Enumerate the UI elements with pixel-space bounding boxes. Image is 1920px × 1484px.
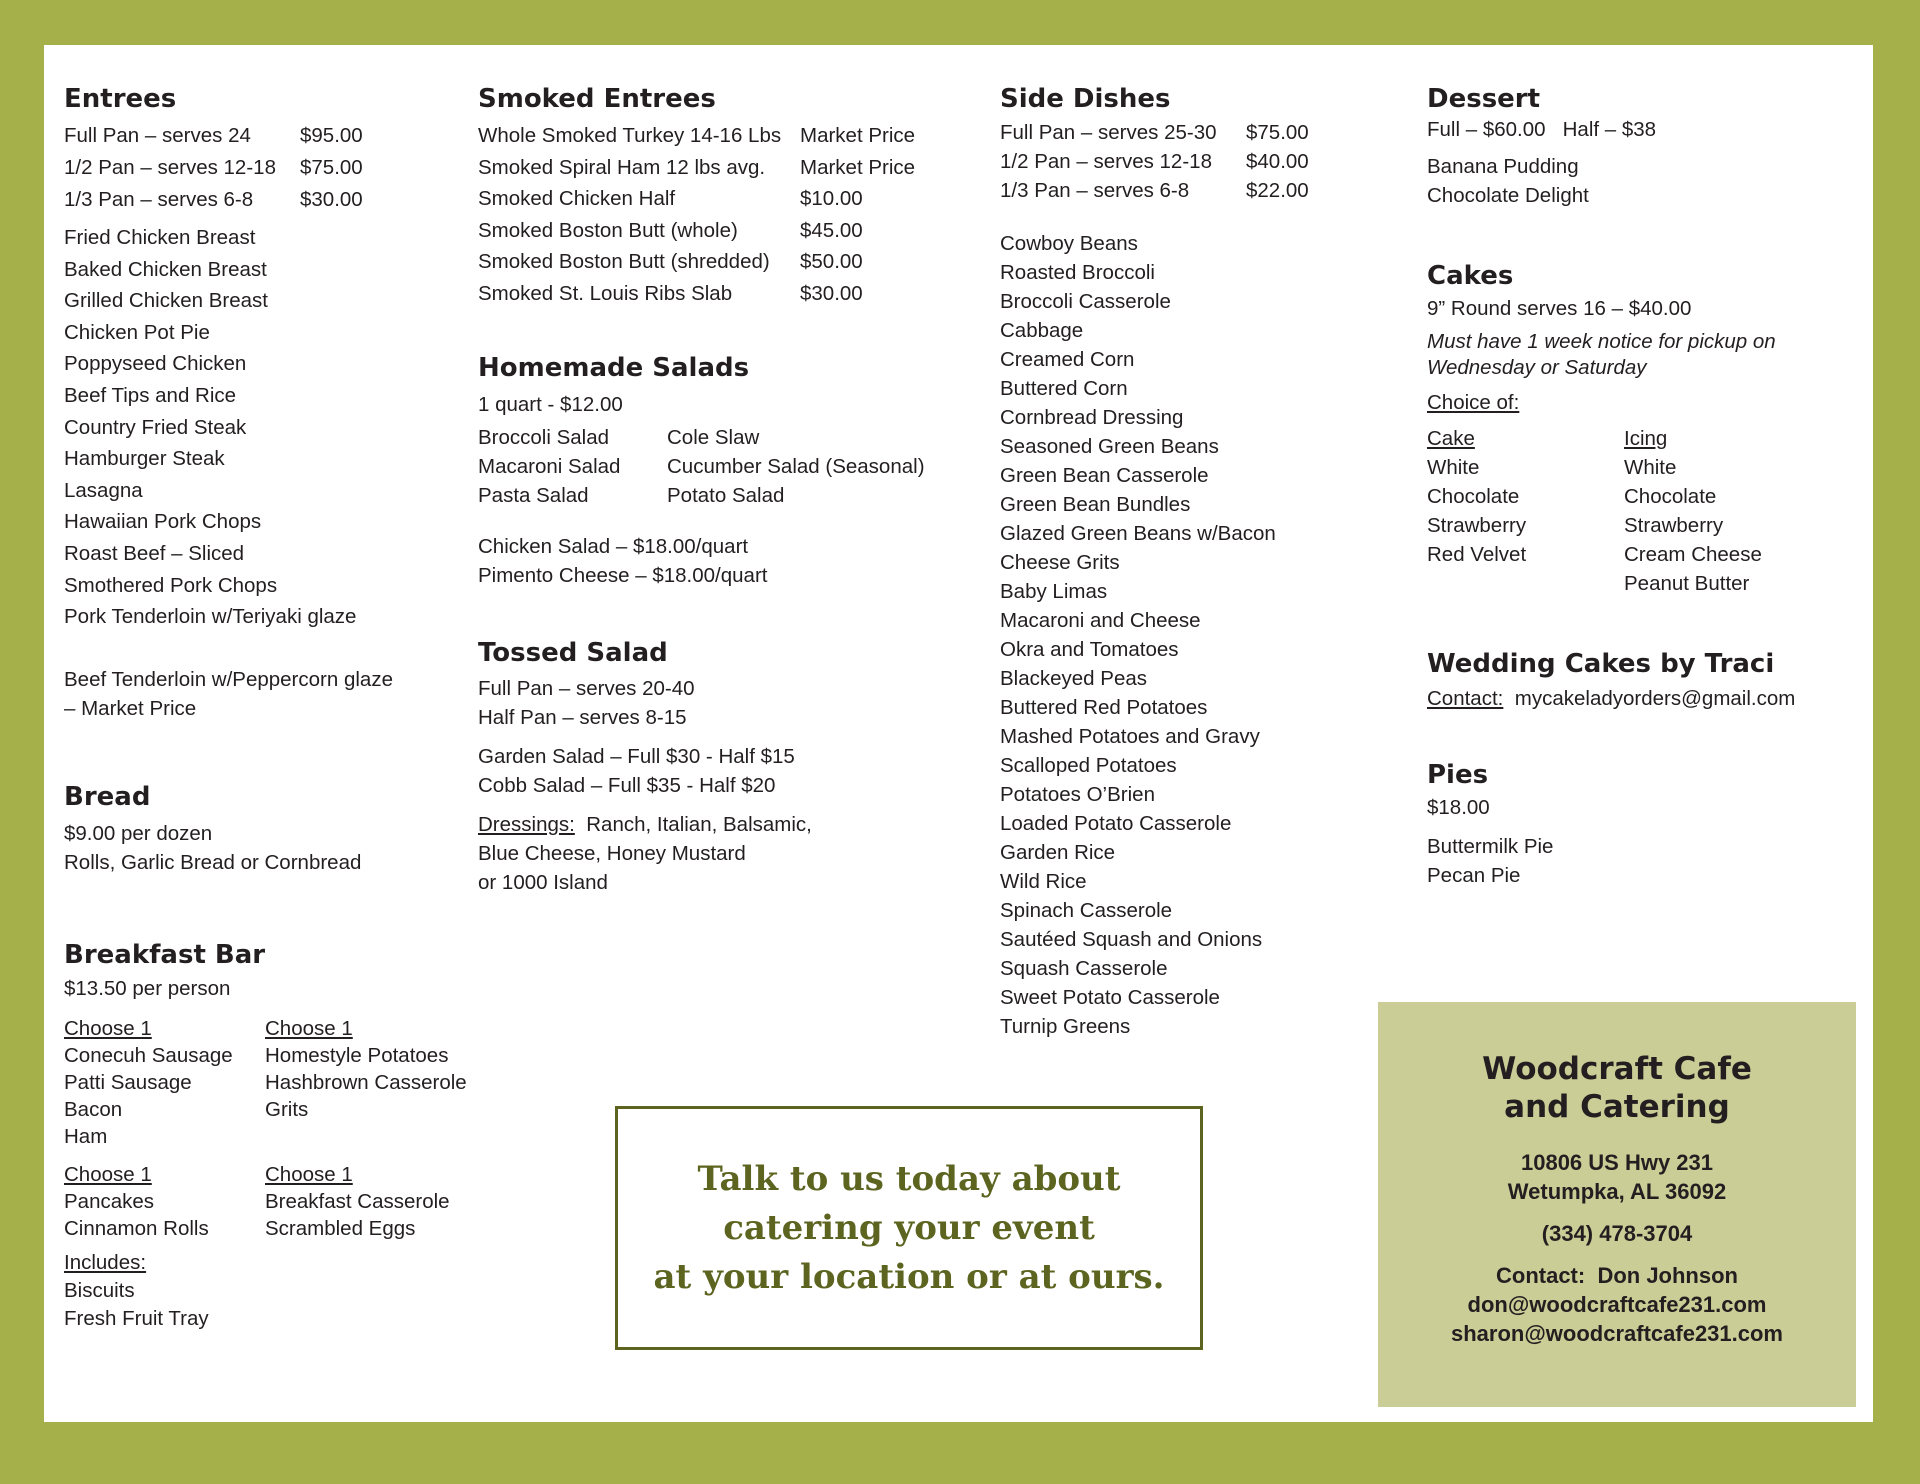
smoked-item-label: Smoked St. Louis Ribs Slab bbox=[478, 281, 733, 305]
list-item: Squash Casserole bbox=[1000, 957, 1168, 980]
list-item: Hawaiian Pork Chops bbox=[64, 510, 262, 534]
business-name-line: and Catering bbox=[1504, 1089, 1730, 1125]
smoked-title: Smoked Entrees bbox=[478, 84, 716, 114]
entrees-item-list bbox=[64, 222, 393, 633]
dessert-price: Full – $60.00 Half – $38 bbox=[1427, 118, 1657, 141]
list-item: Pasta Salad bbox=[478, 484, 589, 507]
smoked-item-label: Smoked Chicken Half bbox=[478, 187, 676, 210]
breakfast-group bbox=[64, 1015, 265, 1150]
list-item: Baked Chicken Breast bbox=[64, 257, 267, 281]
tossed-options bbox=[478, 742, 812, 800]
contact-email[interactable]: don@woodcraftcafe231.com bbox=[1467, 1292, 1767, 1317]
list-item: Red Velvet bbox=[1427, 543, 1527, 566]
dessert-section bbox=[1427, 83, 1656, 210]
list-item: Conecuh Sausage bbox=[64, 1044, 233, 1067]
breakfast-group bbox=[64, 1161, 265, 1242]
list-item: Smothered Pork Chops bbox=[64, 573, 278, 597]
cakes-choice: Choice of: bbox=[1427, 391, 1520, 414]
list-item: Buttermilk Pie bbox=[1427, 835, 1554, 858]
cakes-price: 9” Round serves 16 – $40.00 bbox=[1427, 297, 1692, 320]
dressings-line: Blue Cheese, Honey Mustard bbox=[478, 842, 746, 865]
group-header: Choose 1 bbox=[265, 1017, 353, 1040]
list-item: Peanut Butter bbox=[1624, 572, 1750, 595]
cta-line: at your location or at ours. bbox=[653, 1256, 1165, 1297]
smoked-section bbox=[478, 83, 915, 309]
breakfast-title: Breakfast Bar bbox=[64, 940, 266, 970]
tossed-dressings bbox=[478, 810, 812, 897]
cake-header: Cake bbox=[1427, 427, 1475, 450]
list-item: Potato Salad bbox=[667, 484, 785, 507]
list-item: Macaroni and Cheese bbox=[1000, 609, 1201, 632]
smoked-item-price: Market Price bbox=[800, 124, 916, 147]
list-item: Cobb Salad – Full $35 - Half $20 bbox=[478, 774, 776, 797]
contact-info-box bbox=[1378, 1002, 1856, 1407]
bread-section bbox=[64, 781, 361, 877]
business-phone[interactable]: (334) 478-3704 bbox=[1541, 1221, 1693, 1246]
list-item: Biscuits bbox=[64, 1279, 135, 1302]
icing-list bbox=[1624, 424, 1762, 598]
business-address bbox=[1378, 1148, 1856, 1206]
cta-line: catering your event bbox=[723, 1207, 1095, 1248]
cta-box bbox=[615, 1106, 1203, 1350]
contact-label: Contact: bbox=[1427, 687, 1504, 710]
list-item: Roasted Broccoli bbox=[1000, 261, 1155, 284]
entrees-price-value: $95.00 bbox=[300, 124, 363, 147]
dressings-label: Dressings: bbox=[478, 813, 575, 836]
list-item: Garden Salad – Full $30 - Half $15 bbox=[478, 745, 795, 768]
smoked-item-label: Smoked Spiral Ham 12 lbs avg. bbox=[478, 155, 766, 179]
salads-extra bbox=[478, 532, 925, 590]
list-item: Country Fried Steak bbox=[64, 415, 247, 439]
dessert-item-list bbox=[1427, 152, 1656, 210]
breakfast-group bbox=[265, 1161, 450, 1242]
dressings-text: Ranch, Italian, Balsamic, bbox=[586, 813, 812, 836]
list-item: Chocolate bbox=[1427, 485, 1520, 508]
group-header: Choose 1 bbox=[64, 1163, 152, 1186]
smoked-item-label: Smoked Boston Butt (shredded) bbox=[478, 250, 770, 273]
list-item: Blackeyed Peas bbox=[1000, 667, 1148, 690]
pies-price: $18.00 bbox=[1427, 796, 1490, 819]
entrees-special bbox=[64, 665, 393, 723]
list-item: Potatoes O’Brien bbox=[1000, 783, 1155, 806]
bread-price: $9.00 per dozen bbox=[64, 822, 213, 845]
list-item: Mashed Potatoes and Gravy bbox=[1000, 725, 1260, 748]
sides-price-label: 1/3 Pan – serves 6-8 bbox=[1000, 179, 1190, 202]
group-header: Choose 1 bbox=[64, 1017, 152, 1040]
list-item: Green Bean Casserole bbox=[1000, 464, 1209, 487]
breakfast-groups-row2 bbox=[64, 1161, 467, 1242]
list-item: Cowboy Beans bbox=[1000, 232, 1138, 255]
list-item: Poppyseed Chicken bbox=[64, 352, 247, 376]
dessert-title: Dessert bbox=[1427, 84, 1541, 114]
list-item: Spinach Casserole bbox=[1000, 899, 1173, 922]
list-item: Bacon bbox=[64, 1098, 123, 1121]
list-item: Broccoli Casserole bbox=[1000, 290, 1171, 313]
contact-name: Contact: Don Johnson bbox=[1496, 1263, 1738, 1288]
list-item: Pancakes bbox=[64, 1190, 155, 1213]
list-item: Chocolate bbox=[1624, 485, 1717, 508]
sides-title: Side Dishes bbox=[1000, 84, 1171, 114]
breakfast-groups-row1 bbox=[64, 1015, 467, 1150]
entrees-section bbox=[64, 83, 393, 723]
address-line: 10806 US Hwy 231 bbox=[1520, 1150, 1714, 1175]
wedding-contact bbox=[1427, 684, 1795, 713]
list-item: Garden Rice bbox=[1000, 841, 1116, 864]
list-item: White bbox=[1624, 456, 1677, 479]
list-item: Hamburger Steak bbox=[64, 447, 225, 471]
sides-price-label: Full Pan – serves 25-30 bbox=[1000, 121, 1217, 144]
pies-section bbox=[1427, 759, 1553, 890]
list-item: Cucumber Salad (Seasonal) bbox=[667, 455, 925, 478]
list-item: Baby Limas bbox=[1000, 580, 1108, 603]
smoked-item-price: $30.00 bbox=[800, 281, 863, 305]
list-item: Beef Tips and Rice bbox=[64, 383, 237, 407]
entrees-price-label: Full Pan – serves 24 bbox=[64, 124, 251, 147]
entrees-price-table bbox=[64, 120, 393, 216]
list-item: Turnip Greens bbox=[1000, 1015, 1131, 1038]
list-item: Scrambled Eggs bbox=[265, 1217, 416, 1240]
list-item: Full Pan – serves 20-40 bbox=[478, 677, 695, 700]
address-line: Wetumpka, AL 36092 bbox=[1507, 1179, 1727, 1204]
list-item: Broccoli Salad bbox=[478, 426, 610, 449]
bread-desc: Rolls, Garlic Bread or Cornbread bbox=[64, 851, 362, 874]
list-item: Cornbread Dressing bbox=[1000, 406, 1184, 429]
list-item: Glazed Green Beans w/Bacon bbox=[1000, 522, 1276, 545]
smoked-item-price: $50.00 bbox=[800, 250, 863, 273]
entrees-price-value: $75.00 bbox=[300, 156, 363, 179]
list-item: Cole Slaw bbox=[667, 426, 760, 449]
list-item: Grilled Chicken Breast bbox=[64, 289, 268, 313]
list-item: Ham bbox=[64, 1125, 108, 1148]
sides-section bbox=[1000, 83, 1309, 1041]
sides-price-value: $40.00 bbox=[1246, 150, 1309, 173]
notice-line: Wednesday or Saturday bbox=[1427, 356, 1647, 379]
pies-item-list bbox=[1427, 832, 1553, 890]
list-item: Cream Cheese bbox=[1624, 543, 1762, 566]
salads-left-list bbox=[478, 423, 667, 510]
list-item: Cheese Grits bbox=[1000, 551, 1120, 574]
sides-price-table bbox=[1000, 118, 1309, 205]
tossed-sizes bbox=[478, 674, 812, 732]
wedding-title: Wedding Cakes by Traci bbox=[1427, 649, 1775, 679]
list-item: Pecan Pie bbox=[1427, 864, 1521, 887]
list-item: White bbox=[1427, 456, 1480, 479]
entrees-price-value: $30.00 bbox=[300, 188, 363, 211]
special-line: – Market Price bbox=[64, 696, 197, 720]
salads-grid bbox=[478, 423, 925, 510]
list-item: Hashbrown Casserole bbox=[265, 1071, 467, 1094]
menu-page bbox=[44, 45, 1873, 1422]
list-item: Sweet Potato Casserole bbox=[1000, 986, 1220, 1009]
smoked-item-price: $10.00 bbox=[800, 187, 863, 210]
wedding-email[interactable]: mycakeladyorders@gmail.com bbox=[1514, 687, 1796, 710]
sides-price-value: $22.00 bbox=[1246, 179, 1309, 202]
business-name bbox=[1378, 1050, 1856, 1126]
group-header: Choose 1 bbox=[265, 1163, 353, 1186]
list-item: Seasoned Green Beans bbox=[1000, 435, 1219, 458]
smoked-item-label: Smoked Boston Butt (whole) bbox=[478, 218, 738, 242]
breakfast-section bbox=[64, 939, 467, 1333]
contact-email[interactable]: sharon@woodcraftcafe231.com bbox=[1451, 1321, 1783, 1346]
icing-header: Icing bbox=[1624, 427, 1668, 450]
list-item: Grits bbox=[265, 1098, 309, 1121]
list-item: Wild Rice bbox=[1000, 870, 1087, 893]
list-item: Green Bean Bundles bbox=[1000, 493, 1191, 516]
breakfast-price: $13.50 per person bbox=[64, 977, 231, 1000]
cta-line: Talk to us today about bbox=[697, 1158, 1121, 1199]
list-item: Sautéed Squash and Onions bbox=[1000, 928, 1263, 951]
sides-item-list bbox=[1000, 229, 1309, 1041]
entrees-price-label: 1/3 Pan – serves 6-8 bbox=[64, 188, 254, 211]
special-line: Beef Tenderloin w/Peppercorn glaze bbox=[64, 667, 393, 691]
list-item: Creamed Corn bbox=[1000, 348, 1135, 371]
list-item: Chicken Pot Pie bbox=[64, 320, 210, 344]
list-item: Strawberry bbox=[1624, 514, 1724, 537]
list-item: Patti Sausage bbox=[64, 1071, 192, 1094]
salads-right-list bbox=[667, 423, 925, 510]
list-item: Chicken Salad – $18.00/quart bbox=[478, 535, 749, 558]
dressings-line: or 1000 Island bbox=[478, 871, 608, 894]
smoked-item-label: Whole Smoked Turkey 14-16 Lbs bbox=[478, 124, 782, 147]
salads-price: 1 quart - $12.00 bbox=[478, 393, 623, 416]
list-item: Pimento Cheese – $18.00/quart bbox=[478, 564, 768, 587]
includes-header: Includes: bbox=[64, 1251, 147, 1274]
list-item: Breakfast Casserole bbox=[265, 1190, 450, 1213]
business-contact bbox=[1378, 1261, 1856, 1348]
breakfast-group bbox=[265, 1015, 467, 1150]
list-item: Okra and Tomatoes bbox=[1000, 638, 1179, 661]
business-name-line: Woodcraft Cafe bbox=[1482, 1051, 1752, 1087]
list-item: Homestyle Potatoes bbox=[265, 1044, 449, 1067]
list-item: Buttered Red Potatoes bbox=[1000, 696, 1208, 719]
list-item: Cinnamon Rolls bbox=[64, 1217, 209, 1240]
list-item: Fresh Fruit Tray bbox=[64, 1307, 209, 1330]
breakfast-includes bbox=[64, 1249, 467, 1333]
list-item: Banana Pudding bbox=[1427, 155, 1579, 178]
salads-title: Homemade Salads bbox=[478, 353, 750, 383]
list-item: Pork Tenderloin w/Teriyaki glaze bbox=[64, 605, 357, 629]
smoked-item-price: Market Price bbox=[800, 155, 916, 179]
salads-section bbox=[478, 352, 925, 590]
cakes-section bbox=[1427, 260, 1776, 598]
smoked-price-table bbox=[478, 120, 915, 309]
list-item: Fried Chicken Breast bbox=[64, 226, 256, 249]
list-item: Scalloped Potatoes bbox=[1000, 754, 1177, 777]
wedding-section bbox=[1427, 648, 1795, 713]
entrees-title: Entrees bbox=[64, 84, 177, 114]
tossed-section bbox=[478, 637, 812, 897]
list-item: Macaroni Salad bbox=[478, 455, 621, 478]
pies-title: Pies bbox=[1427, 760, 1489, 790]
list-item: Chocolate Delight bbox=[1427, 184, 1589, 207]
list-item: Cabbage bbox=[1000, 319, 1084, 342]
list-item: Half Pan – serves 8-15 bbox=[478, 706, 687, 729]
sides-price-value: $75.00 bbox=[1246, 121, 1309, 144]
cakes-grid bbox=[1427, 424, 1776, 598]
entrees-price-label: 1/2 Pan – serves 12-18 bbox=[64, 156, 276, 179]
tossed-title: Tossed Salad bbox=[478, 638, 668, 668]
list-item: Roast Beef – Sliced bbox=[64, 541, 245, 565]
cake-list bbox=[1427, 424, 1624, 598]
sides-price-label: 1/2 Pan – serves 12-18 bbox=[1000, 150, 1212, 173]
list-item: Loaded Potato Casserole bbox=[1000, 812, 1232, 835]
notice-line: Must have 1 week notice for pickup on bbox=[1427, 330, 1776, 353]
smoked-item-price: $45.00 bbox=[800, 218, 863, 242]
cakes-title: Cakes bbox=[1427, 261, 1514, 291]
list-item: Lasagna bbox=[64, 478, 143, 502]
dressings-line bbox=[478, 810, 812, 839]
list-item: Strawberry bbox=[1427, 514, 1527, 537]
bread-title: Bread bbox=[64, 782, 151, 812]
cakes-notice bbox=[1427, 329, 1776, 381]
list-item: Buttered Corn bbox=[1000, 377, 1128, 400]
